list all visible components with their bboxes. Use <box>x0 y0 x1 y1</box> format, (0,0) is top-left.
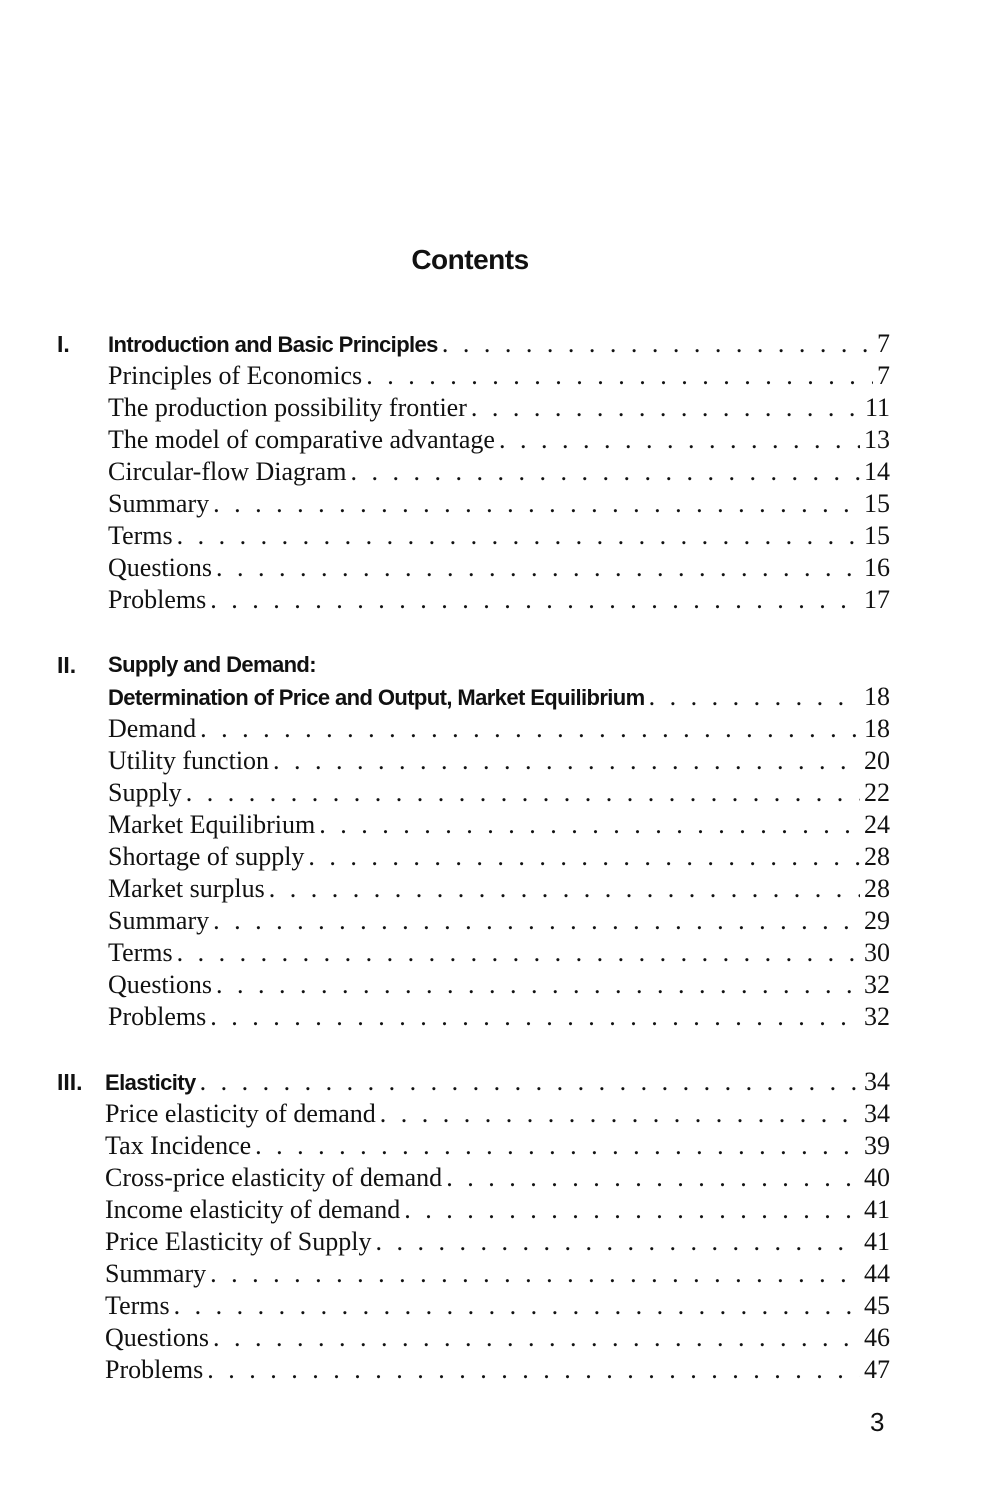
toc-entry[interactable] <box>105 1354 890 1386</box>
entry-label: Income elasticity of demand <box>105 1195 401 1224</box>
entry-label: Terms <box>108 521 173 550</box>
leader-dots <box>273 745 860 777</box>
entry-label: Problems <box>108 1002 207 1031</box>
toc-entry[interactable] <box>108 777 890 809</box>
section-number: I. <box>57 331 70 357</box>
toc-entry[interactable] <box>108 424 890 456</box>
page-number: 28 <box>864 874 890 903</box>
page-number: 45 <box>864 1291 890 1320</box>
leader-dots <box>446 1162 860 1194</box>
toc-entry[interactable] <box>108 969 890 1001</box>
entry-label: Shortage of supply <box>108 842 305 871</box>
entry-label: Demand <box>108 714 197 743</box>
page-folio-number: 3 <box>870 1407 885 1437</box>
leader-dots <box>471 392 861 424</box>
page-number: 17 <box>864 585 890 614</box>
entry-label: Tax Incidence <box>105 1131 252 1160</box>
entry-label: Principles of Economics <box>108 361 363 390</box>
section-number: II. <box>57 652 77 678</box>
page-number: 24 <box>864 810 890 839</box>
toc-entry[interactable] <box>108 809 890 841</box>
toc-entry[interactable] <box>105 1290 890 1322</box>
section-heading-row[interactable] <box>108 328 890 360</box>
toc-entry[interactable] <box>105 1194 890 1226</box>
page-number: 30 <box>864 938 890 967</box>
toc-entry[interactable] <box>108 488 890 520</box>
entry-label: Cross-price elasticity of demand <box>105 1163 443 1192</box>
page-number: 47 <box>864 1355 890 1384</box>
section-heading: Elasticity <box>105 1070 196 1095</box>
toc-entry[interactable] <box>108 360 890 392</box>
page-number: 18 <box>864 714 890 743</box>
leader-dots <box>177 520 860 552</box>
entry-label: Summary <box>108 489 210 518</box>
leader-dots <box>213 905 860 937</box>
page-number: 39 <box>864 1131 890 1160</box>
entry-label: Terms <box>105 1291 170 1320</box>
page-number: 13 <box>864 425 890 454</box>
page-number: 29 <box>864 906 890 935</box>
toc-entry[interactable] <box>108 1001 890 1033</box>
entry-label: Summary <box>108 906 210 935</box>
toc-entry[interactable] <box>108 873 890 905</box>
leader-dots <box>174 1290 860 1322</box>
entry-label: Price elasticity of demand <box>105 1099 376 1128</box>
leader-dots <box>200 1066 860 1098</box>
leader-dots <box>200 713 860 745</box>
entry-label: Questions <box>108 553 212 582</box>
entry-label: Utility function <box>108 746 270 775</box>
page-number: 46 <box>864 1323 890 1352</box>
page-number: 28 <box>864 842 890 871</box>
leader-dots <box>350 456 860 488</box>
toc-entry[interactable] <box>108 456 890 488</box>
toc-entry[interactable] <box>108 905 890 937</box>
page-title: Contents <box>411 244 529 275</box>
page-number: 7 <box>877 361 890 390</box>
leader-dots <box>186 777 860 809</box>
toc-entry[interactable] <box>108 392 890 424</box>
toc-entry[interactable] <box>108 841 890 873</box>
section-heading-row[interactable] <box>105 1066 890 1098</box>
toc-entry[interactable] <box>108 552 890 584</box>
toc-entry[interactable] <box>105 1322 890 1354</box>
leader-dots <box>213 488 860 520</box>
leader-dots <box>649 681 860 713</box>
page-number: 41 <box>864 1227 890 1256</box>
page-number: 32 <box>864 970 890 999</box>
section-number: III. <box>57 1069 83 1095</box>
leader-dots <box>380 1098 860 1130</box>
leader-dots <box>404 1194 860 1226</box>
entry-label: Problems <box>108 585 207 614</box>
leader-dots <box>207 1354 860 1386</box>
toc-entry[interactable] <box>108 713 890 745</box>
toc-entry[interactable] <box>108 745 890 777</box>
page-number: 18 <box>864 682 890 711</box>
page-number: 44 <box>864 1259 890 1288</box>
section-heading-row[interactable] <box>108 681 890 713</box>
entry-label: Price Elasticity of Supply <box>105 1227 372 1256</box>
toc-entry[interactable] <box>105 1162 890 1194</box>
toc-entry[interactable] <box>105 1098 890 1130</box>
page-number: 11 <box>864 393 890 422</box>
toc-entry[interactable] <box>108 584 890 616</box>
entry-label: Terms <box>108 938 173 967</box>
leader-dots <box>308 841 860 873</box>
entry-label: Questions <box>105 1323 209 1352</box>
page-number: 34 <box>864 1099 890 1128</box>
leader-dots <box>499 424 860 456</box>
page-number: 40 <box>864 1163 890 1192</box>
leader-dots <box>216 552 860 584</box>
leader-dots <box>210 1258 860 1290</box>
page-number: 32 <box>864 1002 890 1031</box>
toc-entry[interactable] <box>105 1258 890 1290</box>
page-number: 16 <box>864 553 890 582</box>
entry-label: The production possibility frontier <box>108 393 467 422</box>
page-number: 34 <box>864 1067 890 1096</box>
leader-dots <box>366 360 873 392</box>
leader-dots <box>177 937 860 969</box>
entry-label: The model of comparative advantage <box>108 425 495 454</box>
entry-label: Market surplus <box>108 874 265 903</box>
section-heading: Introduction and Basic Principles <box>108 332 438 357</box>
leader-dots <box>216 969 860 1001</box>
section-heading: Determination of Price and Output, Market Equilibrium <box>108 685 645 710</box>
entry-label: Market Equilibrium <box>108 810 316 839</box>
leader-dots <box>255 1130 860 1162</box>
leader-dots <box>442 328 873 360</box>
leader-dots <box>319 809 860 841</box>
page-number: 14 <box>864 457 890 486</box>
toc-entry[interactable] <box>108 937 890 969</box>
leader-dots <box>375 1226 860 1258</box>
entry-label: Circular-flow Diagram <box>108 457 347 486</box>
leader-dots <box>210 1001 860 1033</box>
toc-entry[interactable] <box>105 1130 890 1162</box>
leader-dots <box>213 1322 860 1354</box>
page-number: 7 <box>877 329 890 358</box>
entry-label: Summary <box>105 1259 207 1288</box>
entry-label: Problems <box>105 1355 204 1384</box>
page-number: 41 <box>864 1195 890 1224</box>
page-number: 20 <box>864 746 890 775</box>
section-heading-line1[interactable]: Supply and Demand: <box>108 652 316 677</box>
toc-entry[interactable] <box>108 520 890 552</box>
leader-dots <box>210 584 860 616</box>
page-number: 15 <box>864 489 890 518</box>
leader-dots <box>269 873 860 905</box>
entry-label: Supply <box>108 778 182 807</box>
toc-entry[interactable] <box>105 1226 890 1258</box>
entry-label: Questions <box>108 970 212 999</box>
page-number: 22 <box>864 778 890 807</box>
page-number: 15 <box>864 521 890 550</box>
